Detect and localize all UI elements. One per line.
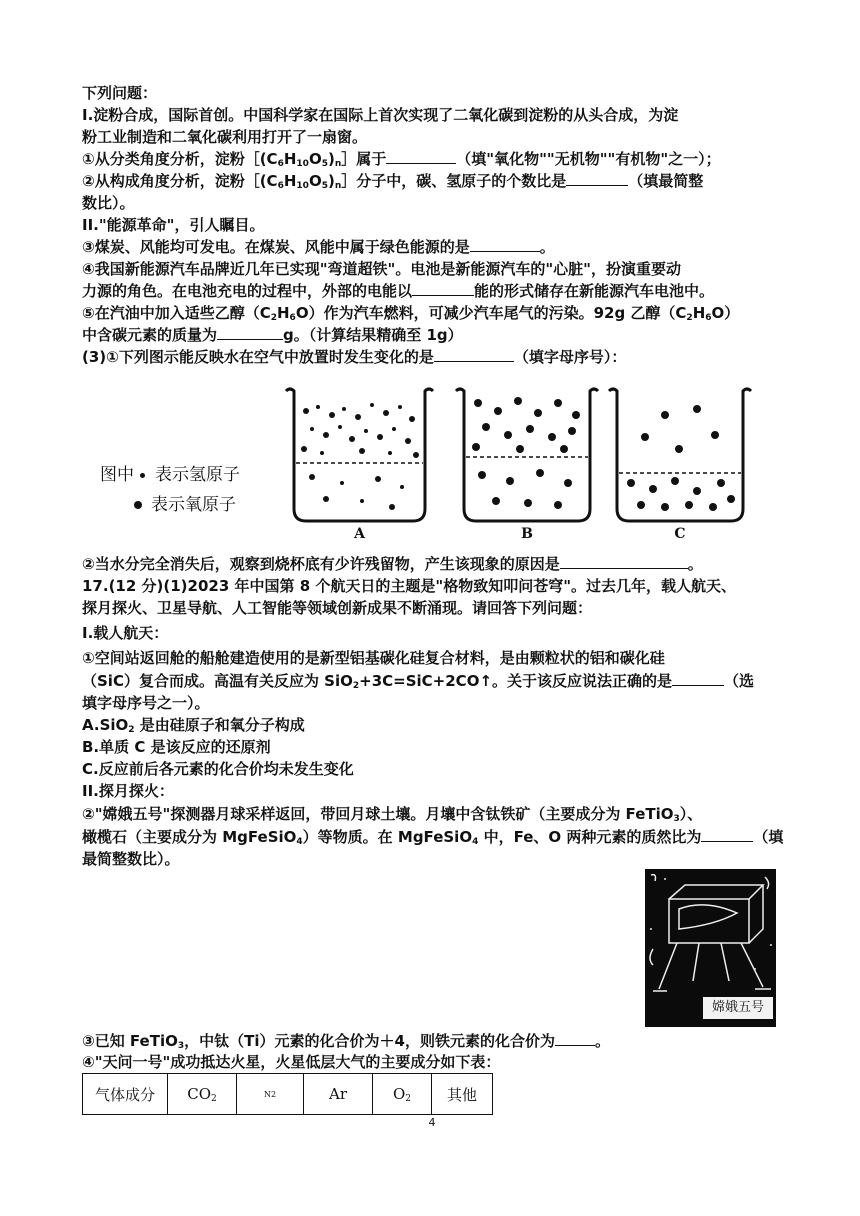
text-line: 17.(12 分)(1)2023 年中国第 8 个航天日的主题是"格物致知叩问苍穹"。过去几年，载人航天、 xyxy=(82,577,737,595)
figure-legend xyxy=(100,460,240,520)
hydrogen-dot-icon xyxy=(140,473,145,478)
question-line: （SiC）复合而成。高温有关反应为 SiO$_2$+3C=SiC+2CO↑。关于该反应说法正确的是 （选 xyxy=(82,672,755,691)
text-line: II."能源革命"，引人瞩目。 xyxy=(82,216,265,234)
beaker-label-c: C xyxy=(674,526,686,542)
option-a: A.SiO$_2$ 是由硅原子和氧分子构成 xyxy=(82,716,305,735)
text: 能的形式储存在新能源汽车电池中。 xyxy=(474,282,715,300)
text: 力源的角色。在电池充电的过程中，外部的电能以 xyxy=(82,282,413,300)
answer-blank[interactable] xyxy=(217,324,283,340)
text-line: ④我国新能源汽车品牌近几年已实现"弯道超铁"。电池是新能源汽车的"心脏"，扮演重要动 xyxy=(82,260,681,278)
legend-prefix: 图中 xyxy=(100,465,134,485)
question-line: ②当水分完全消失后，观察到烧杯底有少许残留物，产生该现象的原因是 。 xyxy=(82,555,703,573)
text: ①从分类角度分析，淀粉［ xyxy=(82,150,260,168)
text-line: 粉工业制造和二氧化碳利用打开了一扇窗。 xyxy=(82,128,368,146)
text-line: 填字母序号之一）。 xyxy=(82,694,210,712)
question-line: (3)①下列图示能反映水在空气中放置时发生变化的是 （填字母序号）： xyxy=(82,348,627,366)
option-b: B.单质 C 是该反应的还原剂 xyxy=(82,738,271,756)
answer-blank[interactable] xyxy=(412,280,474,296)
text: （填最简整 xyxy=(628,172,704,190)
formula: $(C_6H_{10}O_5)_n$ xyxy=(259,150,342,169)
legend-oxygen: 表示氧原子 xyxy=(151,495,236,515)
text-line: ④"天问一号"成功抵达火星，火星低层大气的主要成分如下表： xyxy=(82,1053,501,1071)
text-line: Ⅰ.淀粉合成，国际首创。中国科学家在国际上首次实现了二氧化碳到淀粉的从头合成，为淀 xyxy=(82,106,679,124)
answer-blank[interactable] xyxy=(470,236,540,252)
table-cell: 气体成分 xyxy=(83,1074,168,1115)
photo-caption: 嫦娥五号 xyxy=(711,1000,764,1015)
text-line: 探月探火、卫星导航、人工智能等领域创新成果不断涌现。请回答下列问题： xyxy=(82,599,593,617)
question-line: 中含碳元素的质量为 g。（计算结果精确至 1g） xyxy=(82,326,463,344)
table-cell: $CO_2$ xyxy=(168,1074,237,1115)
option-c: C.反应前后各元素的化合价均未发生变化 xyxy=(82,760,354,778)
text: ］分子中，碳、氢原子的个数比是 xyxy=(341,172,567,190)
answer-blank[interactable] xyxy=(672,670,724,686)
beaker-label-a: A xyxy=(354,526,365,542)
question-line: ⑤在汽油中加入适些乙醇$(C_2H_6O)$作为汽车燃料，可减少汽车尾气的污染。92g 乙醇$(C_2H_6O)$ xyxy=(82,304,740,323)
beaker-label-b: B xyxy=(521,526,533,542)
text-line: 最简整数比）。 xyxy=(82,850,180,868)
legend-hydrogen: 表示氢原子 xyxy=(155,465,240,485)
answer-blank[interactable] xyxy=(386,148,456,164)
text: ③煤炭、风能均可发电。在煤炭、风能中属于绿色能源的是 xyxy=(82,238,470,256)
question-line xyxy=(82,170,703,197)
answer-blank[interactable] xyxy=(555,1030,595,1046)
oxygen-dot-icon xyxy=(134,501,142,509)
page-number: 4 xyxy=(428,1116,436,1129)
text: （填"氧化物""无机物""有机物"之一）； xyxy=(456,150,721,168)
question-line: ③已知 FeTiO$_3$，中钛（Ti）元素的化合价为＋4，则铁元素的化合价为 。 xyxy=(82,1032,610,1051)
question-line xyxy=(82,280,714,302)
table-cell: $O_2$ xyxy=(373,1074,432,1115)
table-cell: N2 xyxy=(237,1074,304,1115)
answer-blank[interactable] xyxy=(701,826,753,842)
beaker-c xyxy=(605,385,755,545)
text-line: 下列问题： xyxy=(82,84,158,102)
question-line: ②"嫦娥五号"探测器月球采样返回，带回月球土壤。月壤中含钛铁矿（主要成分为 FeTiO$_3$）、 xyxy=(82,805,703,824)
table-cell: 其他 xyxy=(432,1074,493,1115)
molecule-cluster xyxy=(301,403,419,510)
text: ］属于 xyxy=(341,150,387,168)
text: 。 xyxy=(539,238,555,256)
molecule-cluster xyxy=(472,397,580,509)
beaker-b xyxy=(452,385,602,545)
beaker-figure xyxy=(82,385,782,545)
question-line: 橄榄石（主要成分为 MgFeSiO$_4$）等物质。在 MgFeSiO$_4$ 中，Fe、O 两种元素的质然比为 （填 xyxy=(82,828,784,847)
text-line: ①空间站返回舱的船舱建造使用的是新型铝基碳化硅复合材料，是由颗粒状的铝和碳化硅 xyxy=(82,649,665,667)
table-cell: Ar xyxy=(304,1074,373,1115)
text-line: II.探月探火： xyxy=(82,782,174,800)
table-row xyxy=(83,1074,493,1115)
text-line: 数比）。 xyxy=(82,194,135,212)
beaker-a xyxy=(282,385,437,545)
text-line: I.载人航天： xyxy=(82,624,169,642)
answer-blank[interactable] xyxy=(434,346,514,362)
formula: $(C_6H_{10}O_5)_n$ xyxy=(259,172,342,191)
atmosphere-table xyxy=(82,1073,493,1115)
answer-blank[interactable] xyxy=(566,170,628,186)
molecule-cluster xyxy=(627,405,735,511)
answer-blank[interactable] xyxy=(560,553,688,569)
text: ②从构成角度分析，淀粉［ xyxy=(82,172,260,190)
change5-photo xyxy=(645,869,776,1027)
question-line xyxy=(82,236,555,258)
